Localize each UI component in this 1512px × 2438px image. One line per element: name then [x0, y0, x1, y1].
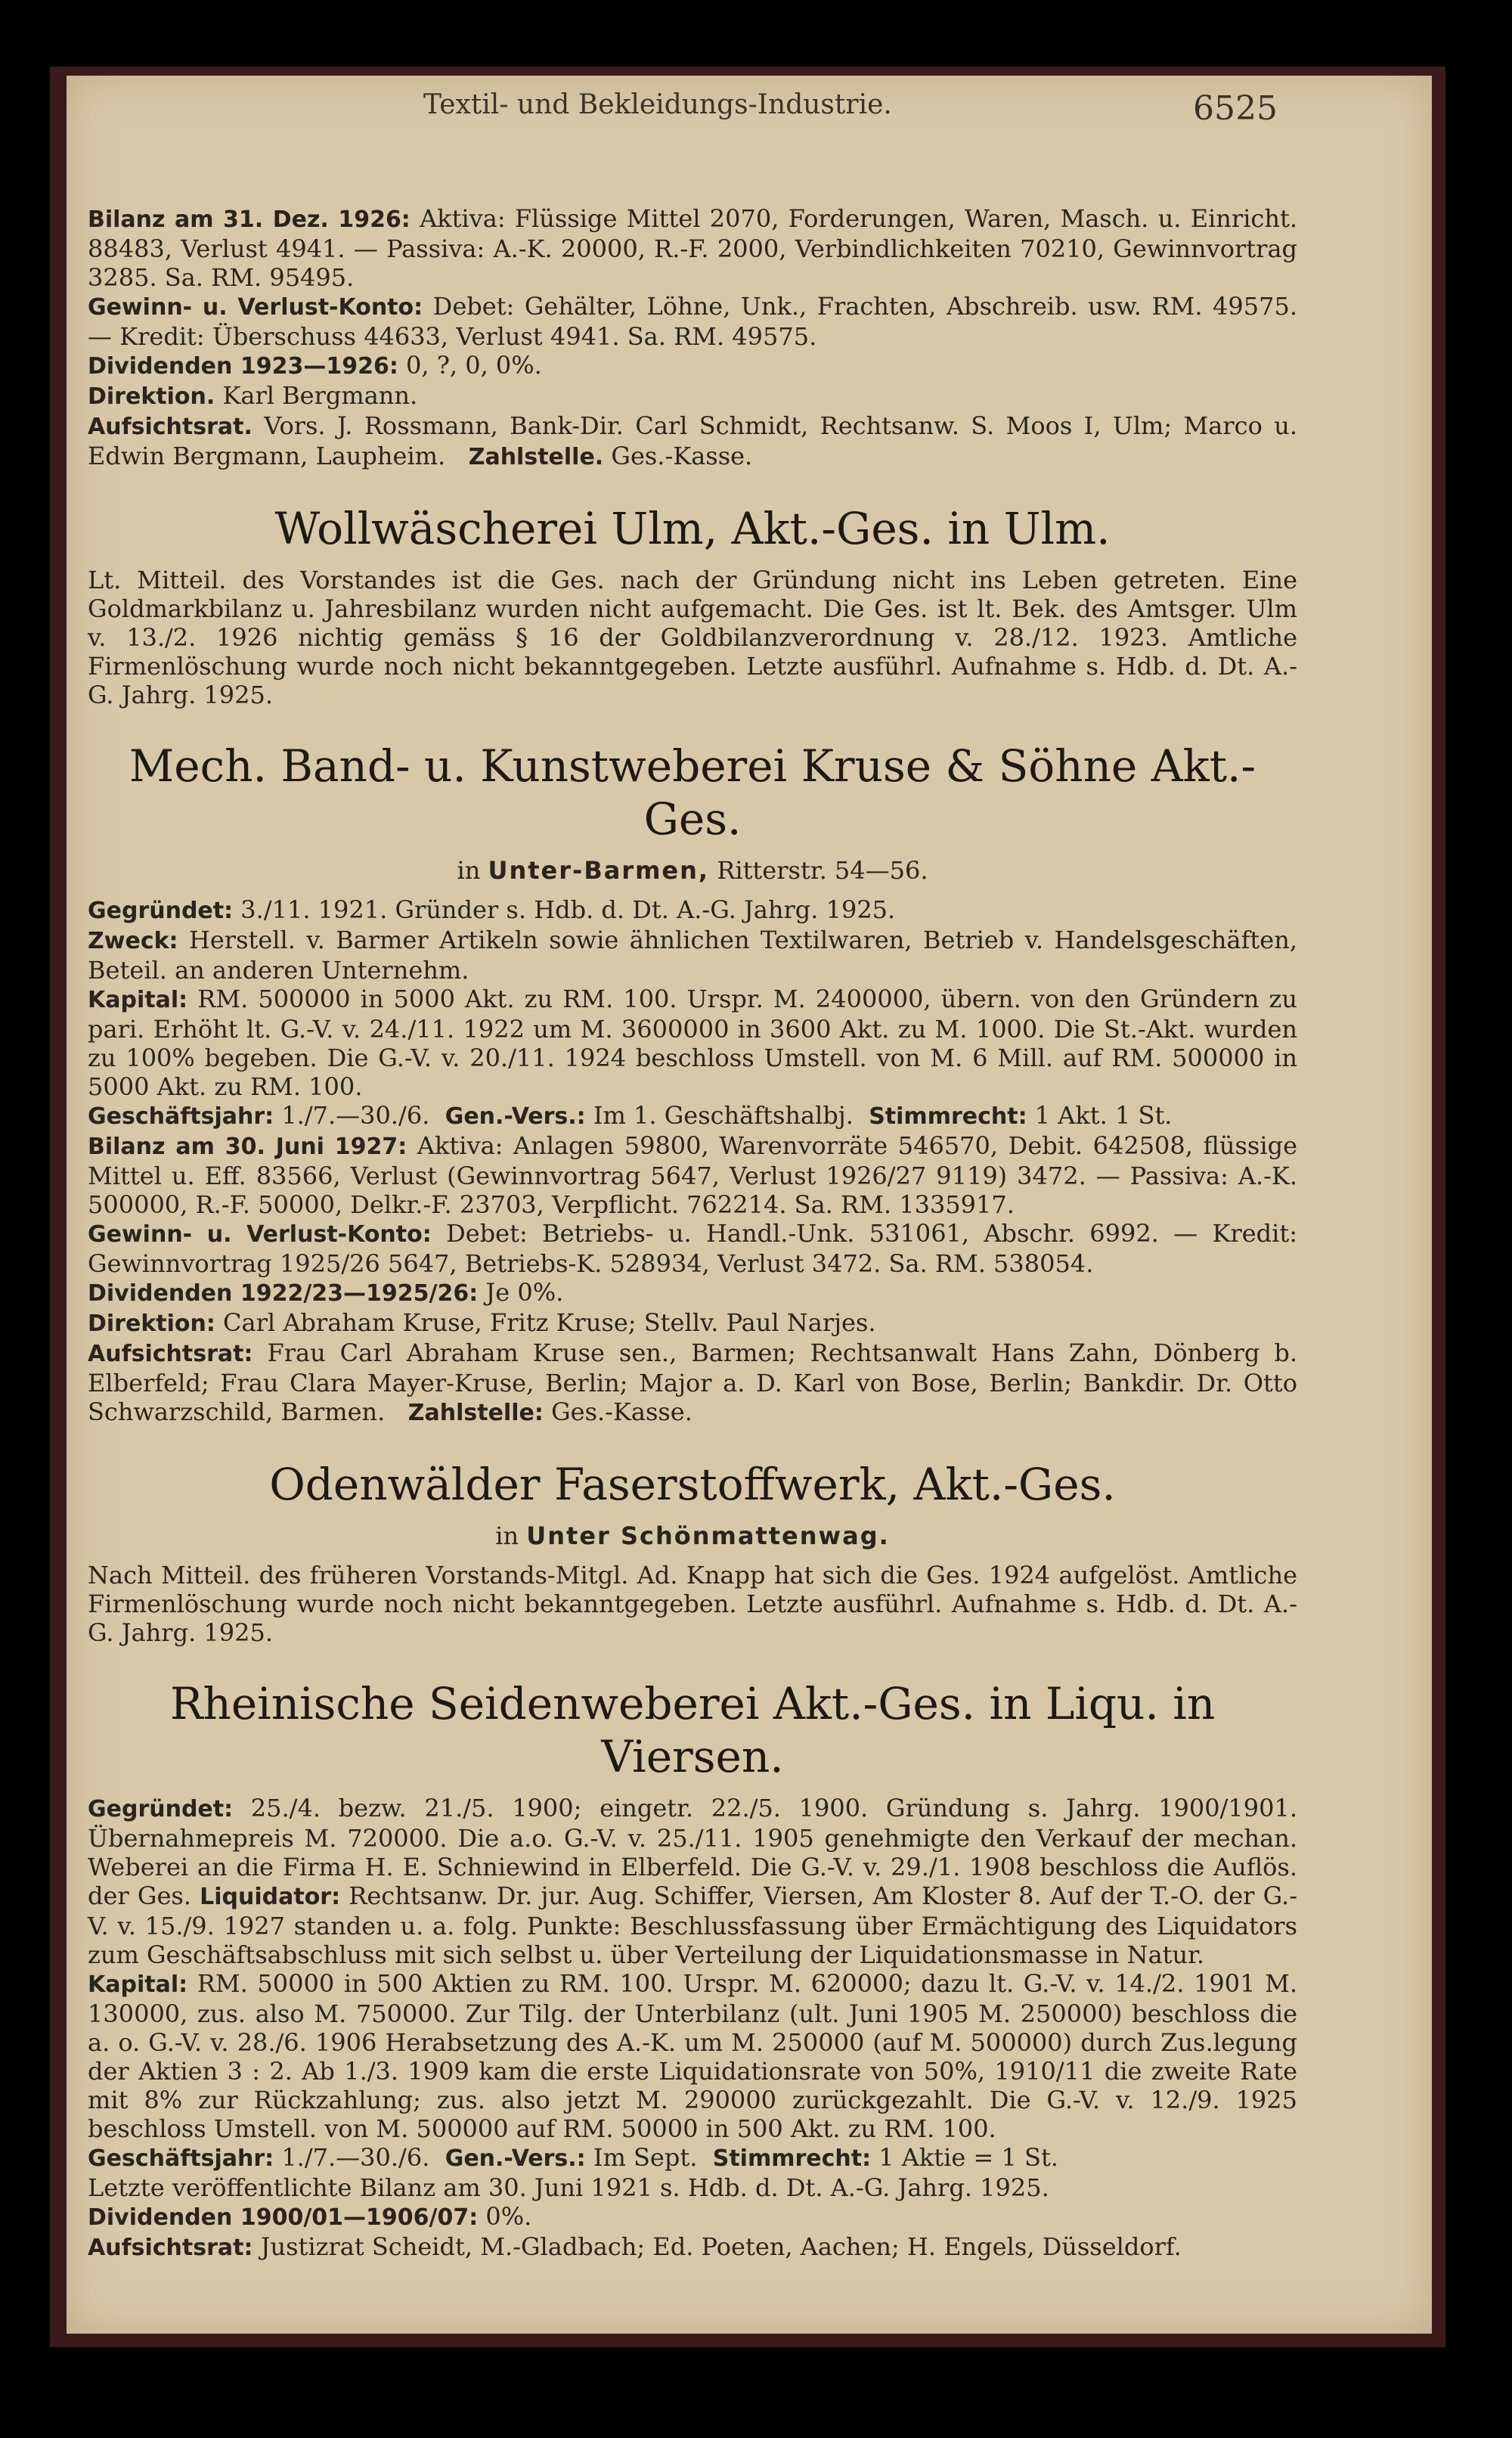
- section-title: Mech. Band- u. Kunstweberei Kruse & Söhne Akt.-Ges.: [129, 740, 1256, 845]
- aufsichtsrat-paragraph: Aufsichtsrat: Frau Carl Abraham Kruse sen., Barmen; Rechtsanwalt Hans Zahn, Dönberg b. Elberfeld; Frau Clara Mayer-Kruse, Berlin; Major a. D. Karl von Bose, Berlin; Bankdir. Dr. Otto Schwarzschild, Barmen. Zahlstelle: Ges.-Kasse.: [88, 1338, 1298, 1426]
- geschaeftsjahr-paragraph: Geschäftsjahr: 1./7.—30./6. Gen.-Vers.: Im Sept. Stimmrecht: 1 Aktie = 1 St.: [88, 2143, 1058, 2172]
- dividenden-paragraph: Dividenden 1900/01—1906/07: 0%.: [88, 2202, 532, 2231]
- gegruendet-paragraph: Gegründet: 3./11. 1921. Gründer s. Hdb. d. Dt. A.-G. Jahrg. 1925.: [88, 895, 896, 924]
- page-number: 6525: [1193, 89, 1278, 128]
- direktion-paragraph: Direktion: Carl Abraham Kruse, Fritz Kruse; Stellv. Paul Narjes.: [88, 1308, 876, 1337]
- zweck-paragraph: Zweck: Herstell. v. Barmer Artikeln sowie ähnlichen Textilwaren, Betrieb v. Handelsgeschäften, Beteil. an anderen Unternehm.: [88, 926, 1298, 985]
- section-text: Lt. Mitteil. des Vorstandes ist die Ges. nach der Gründung nicht ins Leben getreten. Eine Goldmarkbilanz u. Jahresbilanz wurden nicht aufgemacht. Die Ges. ist lt. Bek. des Amtsger. Ulm v. 13./2. 1926 nichtig gemäss § 16 der Goldbilanzverordnung v. 28./12. 1923. Amtliche Firmenlöschung wurde noch nicht bekanntgegeben. Letzte ausführl. Aufnahme s. Hdb. d. Dt. A.-G. Jahrg. 1925.: [88, 566, 1297, 709]
- section-location: in Unter Schönmattenwag.: [495, 1521, 890, 1550]
- entry-kruse: [88, 740, 1297, 1428]
- entry-odenwaelder: [88, 1458, 1297, 1647]
- aufsichtsrat-paragraph: Aufsichtsrat: Justizrat Scheidt, M.-Gladbach; Ed. Poeten, Aachen; H. Engels, Düsseldorf.: [88, 2232, 1182, 2261]
- dividenden-paragraph: Dividenden 1922/23—1925/26: Je 0%.: [88, 1278, 564, 1307]
- aufsichtsrat-paragraph: Aufsichtsrat. Vors. J. Rossmann, Bank-Dir. Carl Schmidt, Rechtsanw. S. Moos I, Ulm; Marco u. Edwin Bergmann, Laupheim. Zahlstelle. Ges.-Kasse.: [88, 411, 1298, 470]
- section-text: Nach Mitteil. des früheren Vorstands-Mitgl. Ad. Knapp hat sich die Ges. 1924 aufgelöst. Amtliche Firmenlöschung wurde noch nicht bekanntgegeben. Letzte ausführl. Aufnahme s. Hdb. d. Dt. A.-G. Jahrg. 1925.: [88, 1561, 1297, 1647]
- kapital-paragraph: Kapital: RM. 50000 in 500 Aktien zu RM. 100. Urspr. M. 620000; dazu lt. G.-V. v. 14./2. 1901 M. 130000, zus. also M. 750000. Zur Tilg. der Unterbilanz (ult. Juni 1905 M. 250000) beschloss die a. o. G.-V. v. 28./6. 1906 Herabsetzung des A.-K. um M. 250000 (auf M. 500000) durch Zus.legung der Aktien 3 : 2. Ab 1./3. 1909 kam die erste Liquidationsrate von 50%, 1910/11 die zweite Rate mit 8% zur Rückzahlung; zus. also jetzt M. 290000 zurückgezahlt. Die G.-V. v. 12./9. 1925 beschloss Umstell. von M. 500000 auf RM. 50000 in 500 Akt. zu RM. 100.: [88, 1969, 1298, 2143]
- entry-rheinische: [88, 1677, 1297, 2263]
- section-title: Odenwälder Faserstoffwerk, Akt.-Ges.: [269, 1459, 1116, 1510]
- bilanz-paragraph: Bilanz am 30. Juni 1927: Aktiva: Anlagen 59800, Warenvorräte 546570, Debit. 642508, flüssige Mittel u. Eff. 83566, Verlust (Gewinnvortrag 5647, Verlust 1926/27 9119) 3472. — Passiva: A.-K. 500000, R.-F. 50000, Delkr.-F. 23703, Verpflicht. 762214. Sa. RM. 1335917.: [88, 1131, 1298, 1219]
- gv-konto-paragraph: Gewinn- u. Verlust-Konto: Debet: Gehälter, Löhne, Unk., Frachten, Abschreib. usw. RM. 49575. — Kredit: Überschuss 44633, Verlust 4941. Sa. RM. 49575.: [88, 292, 1298, 351]
- dividenden-paragraph: Dividenden 1923—1926: 0, ?, 0, 0%.: [88, 351, 542, 380]
- section-title: Rheinische Seidenweberei Akt.-Ges. in Liqu. in Viersen.: [169, 1678, 1216, 1782]
- letzte-bilanz-paragraph: Letzte veröffentlichte Bilanz am 30. Juni 1921 s. Hdb. d. Dt. A.-G. Jahrg. 1925.: [88, 2173, 1049, 2202]
- running-title: Textil- und Bekleidungs-Industrie.: [423, 89, 892, 120]
- kapital-paragraph: Kapital: RM. 500000 in 5000 Akt. zu RM. 100. Urspr. M. 2400000, übern. von den Gründern zu pari. Erhöht lt. G.-V. v. 24./11. 1922 um M. 3600000 in 3600 Akt. zu M. 1000. Die St.-Akt. wurden zu 100% begeben. Die G.-V. v. 20./11. 1924 beschloss Umstell. von M. 6 Mill. auf RM. 500000 in 5000 Akt. zu RM. 100.: [88, 985, 1298, 1101]
- gegruendet-paragraph: Gegründet: 25./4. bezw. 21./5. 1900; eingetr. 22./5. 1900. Gründung s. Jahrg. 1900/1901. Übernahmepreis M. 720000. Die a.o. G.-V. v. 25./11. 1905 genehmigte den Verkauf der mechan. Weberei an die Firma H. E. Schniewind in Elberfeld. Die G.-V. v. 29./1. 1908 beschloss die Auflös. der Ges. Liquidator: Rechtsanw. Dr. jur. Aug. Schiffer, Viersen, Am Kloster 8. Auf der T.-O. der G.-V. v. 15./9. 1927 standen u. a. folg. Punkte: Beschlussfassung über Ermächtigung des Liquidators zum Geschäftsabschluss mit sich selbst u. über Verteilung der Liquidationsmasse in Natur.: [88, 1794, 1297, 1969]
- bilanz-paragraph: Bilanz am 31. Dez. 1926: Aktiva: Flüssige Mittel 2070, Forderungen, Waren, Masch. u. Einricht. 88483, Verlust 4941. — Passiva: A.-K. 20000, R.-F. 2000, Verbindlichkeiten 70210, Gewinnvortrag 3285. Sa. RM. 95495.: [88, 204, 1297, 292]
- section-title: Wollwäscherei Ulm, Akt.-Ges. in Ulm.: [274, 503, 1111, 554]
- direktion-paragraph: Direktion. Karl Bergmann.: [88, 381, 418, 410]
- section-location: in Unter-Barmen, Ritterstr. 54—56.: [457, 856, 928, 885]
- geschaeftsjahr-paragraph: Geschäftsjahr: 1./7.—30./6. Gen.-Vers.: Im 1. Geschäftshalbj. Stimmrecht: 1 Akt. 1 St.: [88, 1101, 1173, 1130]
- entry-wollwaescherei: [88, 502, 1297, 709]
- page-content: [88, 204, 1297, 2263]
- entry-continued: [88, 204, 1297, 472]
- gv-konto-paragraph: Gewinn- u. Verlust-Konto: Debet: Betriebs- u. Handl.-Unk. 531061, Abschr. 6992. — Kredit: Gewinnvortrag 1925/26 5647, Betriebs-K. 528934, Verlust 3472. Sa. RM. 538054.: [88, 1219, 1297, 1278]
